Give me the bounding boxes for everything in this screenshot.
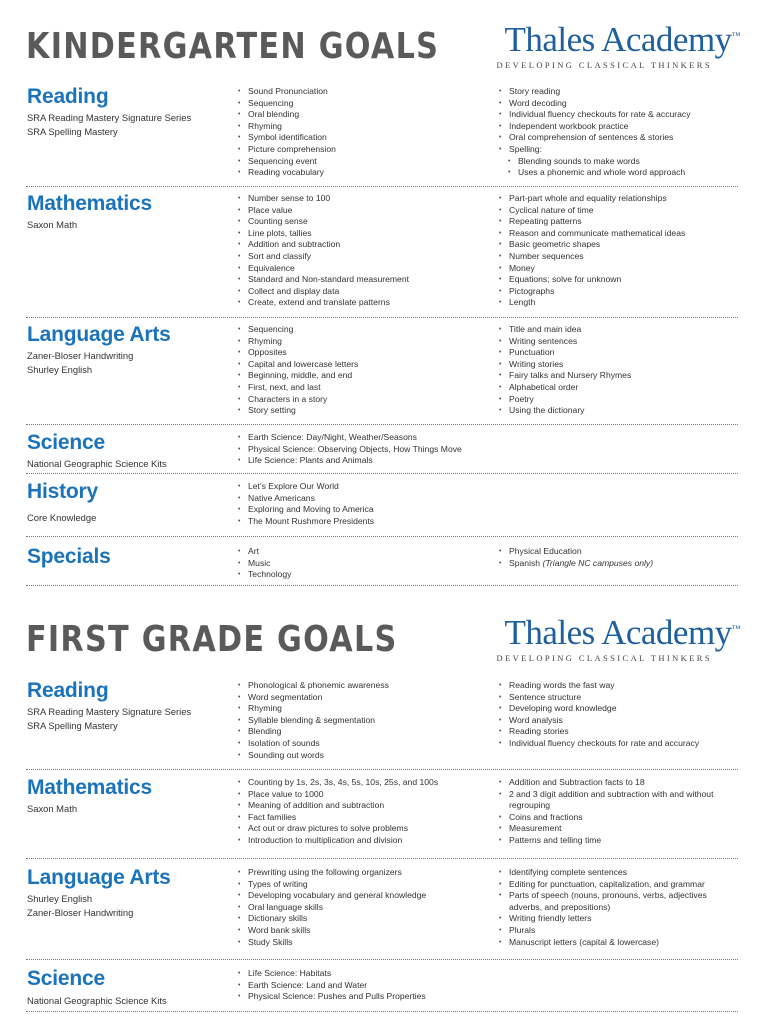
goal-item: • Number sequences: [499, 251, 739, 263]
goal-subitem: • Uses a phonemic and whole word approach: [499, 167, 739, 179]
curriculum-programs: [27, 218, 77, 232]
goal-item: • Writing sentences: [499, 336, 739, 348]
goals-column-left: [238, 546, 488, 581]
curriculum-programs: [27, 349, 133, 377]
goal-item: • Phonological & phonemic awareness: [238, 680, 488, 692]
program-name: Saxon Math: [27, 219, 78, 230]
goal-item: • Characters in a story: [238, 394, 488, 406]
k-language-arts-section: [26, 324, 738, 425]
program-name: SRA Spelling Mastery: [27, 126, 118, 137]
goal-item: • Reading words the fast way: [499, 680, 739, 692]
logo-tagline: DEVELOPING CLASSICAL THINKERS: [496, 653, 712, 663]
goal-item: • Exploring and Moving to America: [238, 504, 488, 516]
goal-item: • Symbol identification: [238, 132, 488, 144]
thales-academy-logo: [490, 613, 740, 665]
k-specials-section: [26, 546, 738, 586]
goal-item: • Place value: [238, 205, 488, 217]
subject-heading: Science: [27, 431, 105, 454]
curriculum-programs: [27, 705, 191, 733]
goal-item: • Types of writing: [238, 879, 488, 891]
curriculum-programs: [27, 111, 191, 139]
goal-item: • Equivalence: [238, 263, 488, 275]
goal-item: • Meaning of addition and subtraction: [238, 800, 488, 812]
goal-item: • Parts of speech (nouns, pronouns, verbs, adjectives adverbs, and prepositions): [499, 890, 739, 913]
goal-item: • Line plots, tallies: [238, 228, 488, 240]
goals-column-right: [499, 324, 739, 417]
goal-item: • Physical Science: Pushes and Pulls Properties: [238, 991, 488, 1003]
goal-item: • Punctuation: [499, 347, 739, 359]
goal-item: • Sound Pronunciation: [238, 86, 488, 98]
goal-item: • Using the dictionary: [499, 405, 739, 417]
goal-item: • Isolation of sounds: [238, 738, 488, 750]
program-name: Core Knowledge: [27, 512, 97, 523]
goal-item: • Addition and subtraction: [238, 239, 488, 251]
subject-heading: Language Arts: [27, 866, 171, 889]
goal-item: • Addition and Subtraction facts to 18: [499, 777, 739, 789]
goal-item: • Introduction to multiplication and division: [238, 835, 488, 847]
program-name: Shurley English: [27, 893, 93, 904]
program-name: SRA Spelling Mastery: [27, 720, 118, 731]
goals-column-right: [499, 546, 739, 569]
goal-item: • Reading vocabulary: [238, 167, 488, 179]
subject-heading: Mathematics: [27, 776, 153, 799]
goal-item: • Alphabetical order: [499, 382, 739, 394]
goal-item: • Let's Explore Our World: [238, 481, 488, 493]
goal-item: • Money: [499, 263, 739, 275]
goal-item: • Basic geometric shapes: [499, 239, 739, 251]
goal-item: • First, next, and last: [238, 382, 488, 394]
goal-item: • Earth Science: Land and Water: [238, 980, 488, 992]
thales-academy-logo: [490, 20, 740, 72]
goal-item: • Fact families: [238, 812, 488, 824]
fg-mathematics-section: [26, 777, 738, 859]
k-science-section: [26, 432, 738, 474]
subject-heading: Science: [27, 967, 105, 990]
goal-item: • Sort and classify: [238, 251, 488, 263]
program-name: SRA Reading Mastery Signature Series: [27, 112, 192, 123]
goal-subitem: • Blending sounds to make words: [499, 156, 739, 168]
goal-item: • Syllable blending & segmentation: [238, 715, 488, 727]
logo-name: Thales Academy™: [504, 613, 740, 652]
goal-item: • Standard and Non-standard measurement: [238, 274, 488, 286]
curriculum-programs: [27, 457, 167, 471]
goals-column-left: [238, 867, 488, 948]
goal-item: • Word bank skills: [238, 925, 488, 937]
goal-item: • Act out or draw pictures to solve problems: [238, 823, 488, 835]
goal-item-spanish: • Spanish (Triangle NC campuses only): [499, 558, 739, 570]
goals-column-left: [238, 324, 488, 417]
goal-item: • Writing friendly letters: [499, 913, 739, 925]
goal-item: • Independent workbook practice: [499, 121, 739, 133]
goal-item: • Oral language skills: [238, 902, 488, 914]
goal-item: • Writing stories: [499, 359, 739, 371]
goal-item: • Study Skills: [238, 937, 488, 949]
goal-item: • Life Science: Plants and Animals: [238, 455, 488, 467]
goals-column-right: [499, 680, 739, 750]
goal-item: • Rhyming: [238, 336, 488, 348]
kindergarten-header: [26, 20, 742, 82]
goals-column-left: [238, 86, 488, 179]
goal-item: • Place value to 1000: [238, 789, 488, 801]
program-name: National Geographic Science Kits: [27, 458, 167, 469]
goal-item: • Story setting: [238, 405, 488, 417]
goal-item: • Blending: [238, 726, 488, 738]
logo-name: Thales Academy™: [504, 20, 740, 59]
goals-column-left: [238, 481, 488, 527]
goal-item: • Beginning, middle, and end: [238, 370, 488, 382]
goal-item: • Reading stories: [499, 726, 739, 738]
program-name: Saxon Math: [27, 803, 78, 814]
goal-item: • Poetry: [499, 394, 739, 406]
goal-item: • Physical Science: Observing Objects, How Things Move: [238, 444, 488, 456]
goal-item: • Repeating patterns: [499, 216, 739, 228]
goal-item: • Sentence structure: [499, 692, 739, 704]
goal-item: • Sequencing event: [238, 156, 488, 168]
first-grade-title: FIRST GRADE GOALS: [26, 619, 398, 660]
program-name: Shurley English: [27, 364, 93, 375]
goal-item: • Spelling:: [499, 144, 739, 156]
goal-item: • Prewriting using the following organizers: [238, 867, 488, 879]
program-name: SRA Reading Mastery Signature Series: [27, 706, 192, 717]
goal-item: • Title and main idea: [499, 324, 739, 336]
curriculum-programs: [27, 511, 96, 525]
curriculum-programs: [27, 994, 167, 1008]
goal-item: • Collect and display data: [238, 286, 488, 298]
goal-item: • Word segmentation: [238, 692, 488, 704]
goal-item: • Equations; solve for unknown: [499, 274, 739, 286]
goal-item: • Story reading: [499, 86, 739, 98]
first-grade-header: [26, 613, 742, 675]
goal-item: • Picture comprehension: [238, 144, 488, 156]
goal-item: • Manuscript letters (capital & lowercase): [499, 937, 739, 949]
k-history-section: [26, 481, 738, 537]
goal-item: • Rhyming: [238, 121, 488, 133]
goal-item: • Identifying complete sentences: [499, 867, 739, 879]
goal-item: • Rhyming: [238, 703, 488, 715]
goal-item: • Patterns and telling time: [499, 835, 739, 847]
goal-item: • Length: [499, 297, 739, 309]
program-name: Zaner-Bloser Handwriting: [27, 350, 134, 361]
goal-item: • Create, extend and translate patterns: [238, 297, 488, 309]
goal-item: • Cyclical nature of time: [499, 205, 739, 217]
goals-column-left: [238, 968, 488, 1003]
goal-item: • Coins and fractions: [499, 812, 739, 824]
goal-item: • Developing vocabulary and general knowledge: [238, 890, 488, 902]
goal-item: • Technology: [238, 569, 488, 581]
goal-item: • Oral blending: [238, 109, 488, 121]
subject-heading: Language Arts: [27, 323, 171, 346]
goal-item: • Dictionary skills: [238, 913, 488, 925]
subject-heading: History: [27, 480, 98, 503]
goal-item: • The Mount Rushmore Presidents: [238, 516, 488, 528]
goal-item: • Plurals: [499, 925, 739, 937]
goal-item: • Counting by 1s, 2s, 3s, 4s, 5s, 10s, 25s, and 100s: [238, 777, 488, 789]
fg-reading-section: [26, 680, 738, 770]
goal-item: • Fairy talks and Nursery Rhymes: [499, 370, 739, 382]
goals-column-left: [238, 432, 488, 467]
subject-heading: Mathematics: [27, 192, 153, 215]
goal-item: • Opposites: [238, 347, 488, 359]
k-reading-section: [26, 86, 738, 187]
goal-item: • Counting sense: [238, 216, 488, 228]
goal-item: • Editing for punctuation, capitalization, and grammar: [499, 879, 739, 891]
goal-item: • Word analysis: [499, 715, 739, 727]
subject-heading: Reading: [27, 679, 109, 702]
goals-column-right: [499, 193, 739, 309]
goal-item: • Sounding out words: [238, 750, 488, 762]
goal-item: • Sequencing: [238, 98, 488, 110]
goal-item: • Part-part whole and equality relationships: [499, 193, 739, 205]
program-name: National Geographic Science Kits: [27, 995, 167, 1006]
k-mathematics-section: [26, 193, 738, 318]
goal-item: • Oral comprehension of sentences & stories: [499, 132, 739, 144]
goal-item: • Earth Science: Day/Night, Weather/Seasons: [238, 432, 488, 444]
subject-heading: Reading: [27, 85, 109, 108]
goals-column-right: [499, 777, 739, 847]
goal-item: • Reason and communicate mathematical ideas: [499, 228, 739, 240]
fg-science-section: [26, 968, 738, 1012]
curriculum-programs: [27, 892, 133, 920]
goal-item: • Physical Education: [499, 546, 739, 558]
subject-heading: Specials: [27, 545, 111, 568]
goal-item: • Pictographs: [499, 286, 739, 298]
fg-language-arts-section: [26, 867, 738, 960]
goal-item: • Individual fluency checkouts for rate & accuracy: [499, 109, 739, 121]
program-name: Zaner-Bloser Handwriting: [27, 907, 134, 918]
logo-tagline: DEVELOPING CLASSICAL THINKERS: [496, 60, 712, 70]
goal-item: • Individual fluency checkouts for rate and accuracy: [499, 738, 739, 750]
goals-column-left: [238, 680, 488, 761]
curriculum-programs: [27, 802, 77, 816]
goal-item: • Life Science: Habitats: [238, 968, 488, 980]
goal-item: • Native Americans: [238, 493, 488, 505]
goal-item: • Measurement: [499, 823, 739, 835]
goal-item: • Developing word knowledge: [499, 703, 739, 715]
goal-item: • Capital and lowercase letters: [238, 359, 488, 371]
goal-item: • Music: [238, 558, 488, 570]
goals-column-right: [499, 86, 739, 179]
goal-item: • Number sense to 100: [238, 193, 488, 205]
goals-column-left: [238, 777, 488, 847]
goal-item: • 2 and 3 digit addition and subtraction with and without regrouping: [499, 789, 739, 812]
kindergarten-title: KINDERGARTEN GOALS: [26, 26, 440, 67]
goals-column-right: [499, 867, 739, 948]
goals-column-left: [238, 193, 488, 309]
goal-item: • Word decoding: [499, 98, 739, 110]
goal-item: • Sequencing: [238, 324, 488, 336]
goal-item: • Art: [238, 546, 488, 558]
